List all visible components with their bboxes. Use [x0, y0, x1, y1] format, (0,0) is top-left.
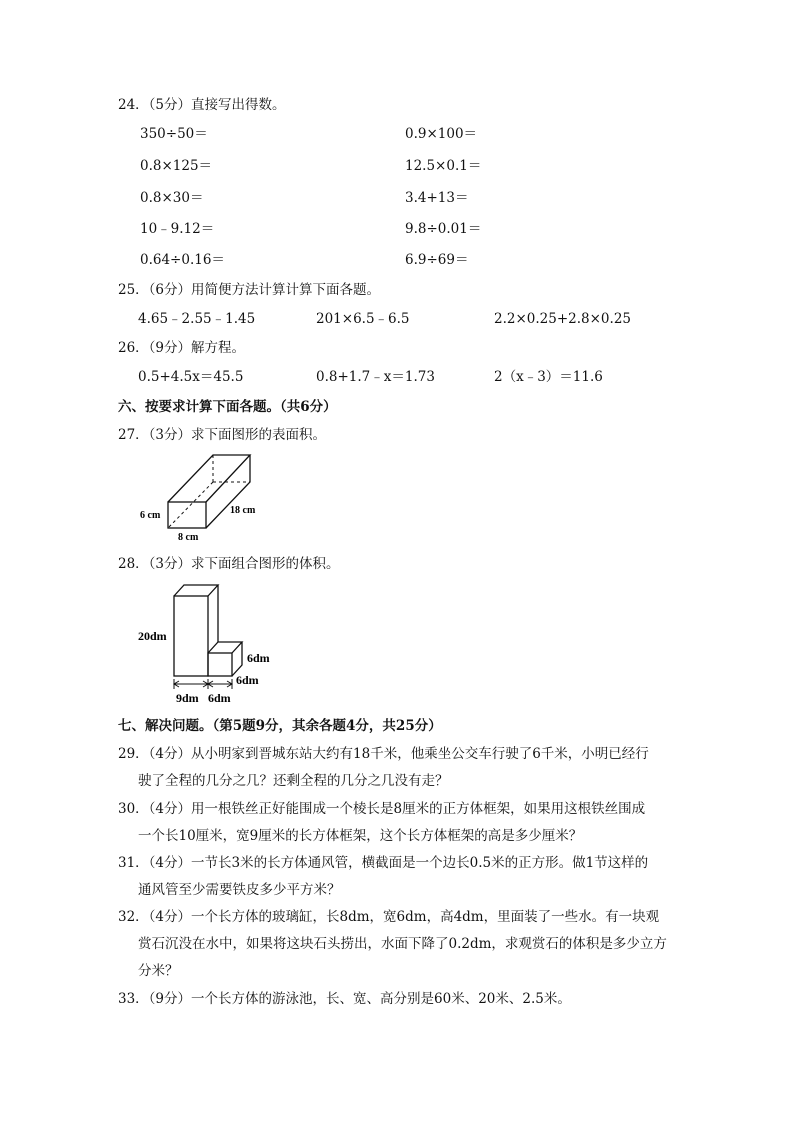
q29-text-cont: 驶了全程的几分之几？还剩全程的几分之几没有走？: [138, 773, 449, 789]
cube-height-label: 6dm: [247, 651, 270, 665]
q32-text: 32．（4分）一个长方体的玻璃缸，长8dm，宽6dm，高4dm，里面装了一些水。有一块观: [118, 909, 660, 925]
q24-item: 9.8÷0.01＝: [405, 221, 482, 237]
tall-width-label: 9dm: [176, 691, 199, 705]
q24-item: 350÷50＝: [140, 126, 208, 142]
q32-text-cont: 分米？: [138, 963, 179, 979]
q24-item: 0.64÷0.16＝: [140, 252, 225, 268]
section-7-title: 七、解决问题。（第5题9分，其余各题4分，共25分）: [118, 718, 442, 734]
cube-depth-label: 6dm: [236, 673, 259, 687]
q28-title: 28．（3分）求下面组合图形的体积。: [118, 556, 340, 572]
q24-item: 6.9÷69＝: [405, 252, 469, 268]
section-6-title: 六、按要求计算下面各题。（共6分）: [118, 399, 337, 415]
q31-text-cont: 通风管至少需要铁皮多少平方米？: [138, 882, 341, 898]
q24-title: 24．（5分）直接写出得数。: [118, 97, 286, 113]
q25-item: 201×6.5﹣6.5: [316, 311, 410, 327]
q29-text: 29．（4分）从小明家到晋城东站大约有18千米，他乘坐公交车行驶了6千米，小明已经行: [118, 746, 649, 762]
q24-item: 0.8×30＝: [140, 190, 204, 206]
q24-item: 0.8×125＝: [140, 158, 213, 174]
q31-text: 31．（4分）一节长3米的长方体通风管，横截面是一个边长0.5米的正方形。做1节这样的: [118, 855, 649, 871]
q26-title: 26．（9分）解方程。: [118, 340, 246, 356]
q24-item: 10﹣9.12＝: [140, 221, 215, 237]
composite-solid-diagram: [136, 578, 286, 708]
q26-item: 0.5+4.5x＝45.5: [138, 369, 244, 385]
cuboid-length-label: 18 cm: [230, 505, 256, 516]
q24-item: 12.5×0.1＝: [405, 158, 482, 174]
tall-height-label: 20dm: [138, 629, 167, 643]
q25-title: 25．（6分）用简便方法计算计算下面各题。: [118, 282, 381, 298]
q26-item: 0.8+1.7﹣x＝1.73: [316, 369, 435, 385]
q30-text: 30．（4分）用一根铁丝正好能围成一个棱长是8厘米的正方体框架，如果用这根铁丝围成: [118, 801, 646, 817]
cuboid-height-label: 6 cm: [140, 510, 161, 521]
cuboid-width-label: 8 cm: [178, 532, 199, 542]
q25-item: 2.2×0.25+2.8×0.25: [494, 311, 631, 327]
cuboid-diagram: [136, 450, 286, 542]
q30-text-cont: 一个长10厘米，宽9厘米的长方体框架，这个长方体框架的高是多少厘米？: [138, 828, 583, 844]
q24-item: 3.4+13＝: [405, 190, 469, 206]
q32-text-cont: 赏石沉没在水中，如果将这块石头捞出，水面下降了0.2dm，求观赏石的体积是多少立方: [138, 936, 667, 952]
q33-text: 33．（9分）一个长方体的游泳池，长、宽、高分别是60米、20米、2.5米。: [118, 991, 571, 1007]
q27-title: 27．（3分）求下面图形的表面积。: [118, 427, 327, 443]
q26-item: 2（x﹣3）＝11.6: [494, 369, 603, 385]
q25-item: 4.65﹣2.55﹣1.45: [138, 311, 256, 327]
cube-width-label: 6dm: [208, 691, 231, 705]
q24-item: 0.9×100＝: [405, 126, 478, 142]
